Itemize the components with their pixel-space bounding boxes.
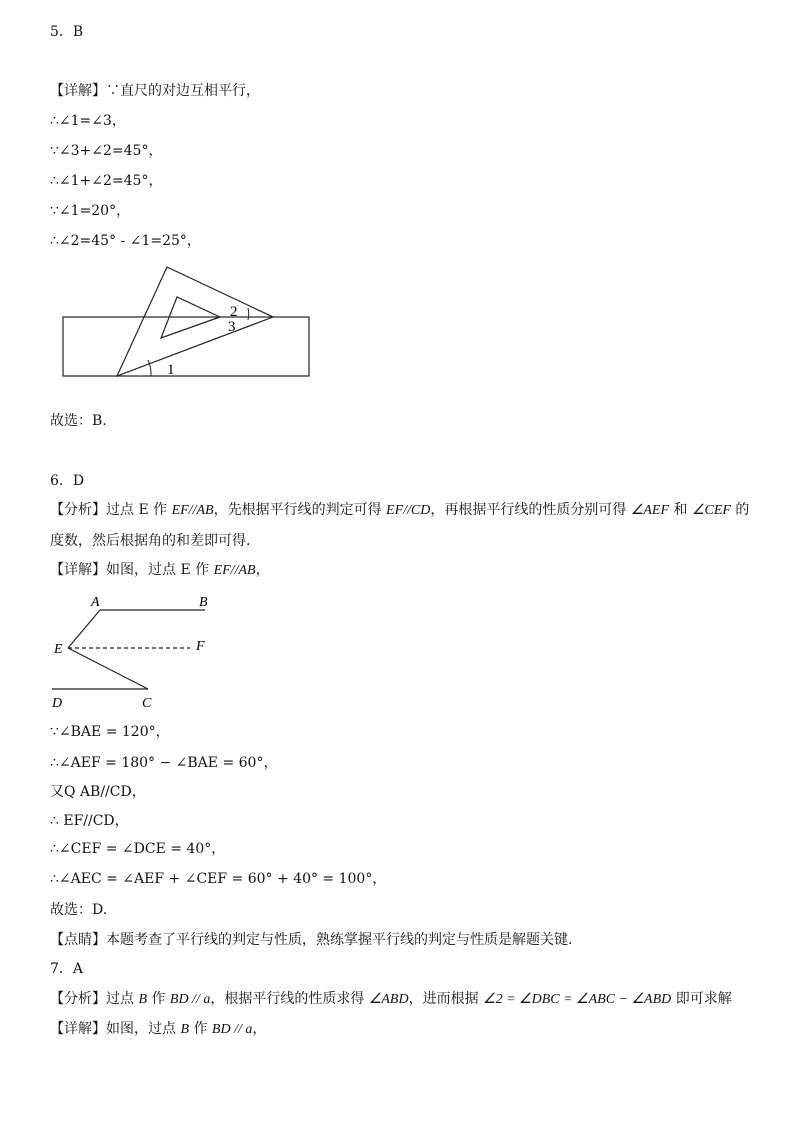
angle-2-label: 2 — [230, 304, 238, 320]
q6-detail-text: 【详解】如图，过点 E 作 — [50, 562, 214, 578]
parallel-lines-figure — [50, 590, 230, 715]
q6-choose: 故选：D. — [50, 902, 108, 918]
q6-analysis-text: 的 — [730, 502, 750, 518]
q5-step-3: ∴∠1+∠2=45°， — [50, 173, 163, 189]
q7-detail-text: ， — [252, 1021, 267, 1037]
q6-step-5: ∴∠CEF = ∠DCE = 40°， — [50, 841, 226, 857]
point-d-label: D — [52, 696, 63, 711]
q6-comment: 【点睛】本题考查了平行线的判定与性质，熟练掌握平行线的判定与性质是解题关键. — [50, 932, 573, 948]
q5-step-5: ∴∠2=45° - ∠1=25°， — [50, 233, 201, 249]
q7-analysis-text: 作 — [147, 991, 170, 1007]
q5-answer: 5．B — [50, 24, 84, 40]
q5-step-4: ∵∠1=20°， — [50, 203, 131, 219]
q6-step-4: ∴ EF//CD， — [50, 813, 129, 829]
angle-2-arc — [248, 308, 249, 320]
q5-step-1: ∴∠1=∠3， — [50, 113, 126, 129]
outer-triangle — [117, 267, 273, 376]
q5-choose: 故选：B. — [50, 413, 107, 429]
q7-analysis-math: BD // a — [169, 992, 211, 1007]
q6-analysis-math: EF//CD — [386, 503, 431, 518]
q5-detail: 【详解】∵直尺的对边互相平行， — [50, 83, 260, 99]
ruler-triangle-figure — [55, 260, 320, 385]
q6-analysis-line-1 — [50, 501, 749, 520]
q6-step-6: ∴∠AEC = ∠AEF + ∠CEF = 60° + 40° = 100°， — [50, 871, 387, 887]
q6-analysis-text: 【分析】过点 E 作 — [50, 502, 172, 518]
q7-analysis-text: 即可求解 — [671, 991, 732, 1007]
q6-analysis-text: ，再根据平行线的性质分别可得 — [430, 502, 631, 518]
q6-analysis-math: ∠CEF — [691, 503, 731, 518]
q6-detail — [50, 561, 270, 580]
q6-answer: 6．D — [50, 473, 85, 489]
q6-step-3: 又Q AB//CD， — [50, 784, 146, 800]
point-e-label: E — [54, 642, 63, 657]
q7-analysis — [50, 990, 732, 1009]
q6-detail-text: ， — [255, 562, 270, 578]
q7-detail-math: B — [180, 1022, 190, 1037]
q6-step-1: ∵∠BAE = 120°， — [50, 724, 170, 740]
angle-1-arc — [148, 360, 151, 376]
point-c-label: C — [142, 696, 152, 711]
q6-detail-math: EF//AB — [213, 563, 256, 578]
point-f-label: F — [196, 639, 205, 654]
q6-analysis-line-2: 度数，然后根据角的和差即可得. — [50, 533, 251, 549]
segment-ae — [68, 610, 100, 648]
q6-step-2: ∴∠AEF = 180° − ∠BAE = 60°， — [50, 755, 278, 771]
q7-analysis-text: ，根据平行线的性质求得 — [210, 991, 369, 1007]
ruler-rectangle — [63, 317, 309, 376]
angle-3-label: 3 — [228, 319, 236, 335]
q7-detail — [50, 1020, 266, 1039]
q7-detail-text: 【详解】如图，过点 — [50, 1021, 181, 1037]
q6-analysis-text: 和 — [669, 502, 692, 518]
q7-analysis-math: B — [138, 992, 148, 1007]
q6-analysis-math: EF//AB — [171, 503, 214, 518]
q7-detail-math: BD // a — [211, 1022, 253, 1037]
segment-ec — [68, 648, 148, 689]
point-b-label: B — [199, 595, 208, 610]
angle-1-label: 1 — [167, 362, 175, 378]
q7-analysis-math: ∠ABD — [368, 992, 409, 1007]
q7-analysis-text: 【分析】过点 — [50, 991, 139, 1007]
q5-step-2: ∵∠3+∠2=45°， — [50, 143, 163, 159]
q6-analysis-math: ∠AEF — [630, 503, 670, 518]
q7-analysis-math: ∠2 = ∠DBC = ∠ABC − ∠ABD — [483, 992, 672, 1007]
q6-analysis-text: ，先根据平行线的判定可得 — [213, 502, 387, 518]
q7-answer: 7．A — [50, 961, 84, 977]
q7-detail-text: 作 — [189, 1021, 212, 1037]
q7-analysis-text: ，进而根据 — [408, 991, 484, 1007]
point-a-label: A — [91, 595, 100, 610]
